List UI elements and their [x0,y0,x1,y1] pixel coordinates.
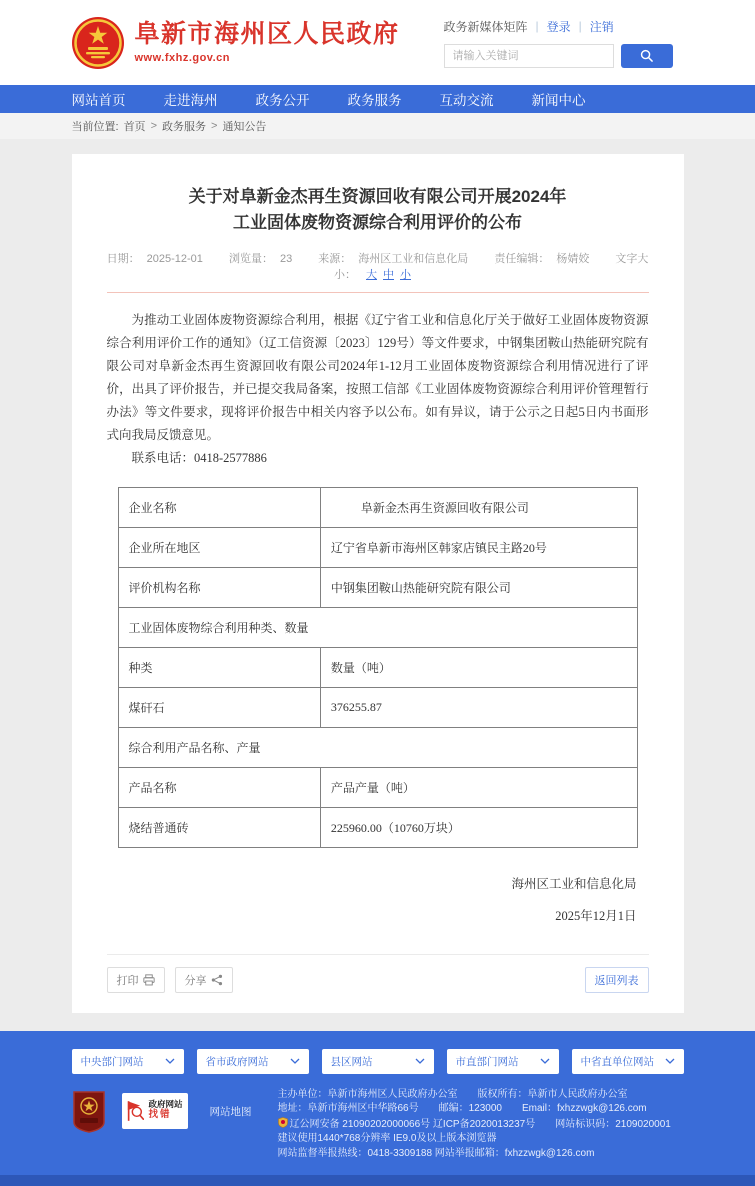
back-to-list-label: 返回列表 [594,974,639,987]
breadcrumb-separator: > [211,120,218,132]
nav-item-about-haizhou[interactable]: 走进海州 [163,93,218,108]
table-cell-value: 辽宁省阜新市海州区韩家店镇民主路20号 [320,527,637,567]
dropdown-label: 市直部门网站 [455,1055,519,1068]
table-cell-label: 企业所在地区 [118,527,320,567]
search-input[interactable] [444,44,614,68]
font-size-small[interactable]: 小 [400,268,411,281]
dropdown-label: 中央部门网站 [80,1055,144,1068]
table-row [118,647,637,687]
table-cell-label: 企业名称 [118,487,320,527]
meta-divider [107,292,649,293]
site-footer [0,1031,755,1186]
table-row [118,687,637,727]
table-cell-label: 煤矸石 [118,687,320,727]
date-label: 日期： [106,252,140,265]
table-cell-label: 种类 [118,647,320,687]
views-label: 浏览量： [228,252,273,265]
breadcrumb-label: 当前位置: [71,121,119,133]
signature-block [107,874,649,924]
actions-bar [107,967,649,993]
table-cell-value: 376255.87 [320,687,637,727]
dropdown-label: 中省直单位网站 [580,1055,654,1068]
chevron-down-icon [540,1058,550,1064]
login-link[interactable]: 登录 [546,19,571,34]
chevron-down-icon [415,1058,425,1064]
table-row [118,767,637,807]
print-button[interactable] [107,967,165,993]
nav-item-gov-disclosure[interactable]: 政务公开 [255,93,310,108]
breadcrumb-home[interactable]: 首页 [123,121,146,133]
table-section-row [118,607,637,647]
breadcrumb-gov-services[interactable]: 政务服务 [162,121,206,133]
error-logo-line2: 找错 [148,1108,172,1120]
breadcrumb-separator: > [150,120,157,132]
table-cell-label: 产品名称 [118,767,320,807]
breadcrumb [72,118,684,134]
dropdown-provincial-units[interactable] [572,1049,684,1074]
title-line-1: 关于对阜新金杰再生资源回收有限公司开展2024年 [188,187,567,206]
dropdown-city-departments[interactable] [447,1049,559,1074]
dropdown-label: 省市政府网站 [205,1055,269,1068]
editor-value: 杨婧姣 [556,252,590,265]
separator: | [578,19,582,33]
footer-bottom-strip [0,1175,755,1186]
error-logo-line1: 政府网站 [148,1099,183,1110]
contact-phone: 联系电话：0418-2577886 [131,451,267,466]
editor-label: 责任编辑： [494,252,550,265]
body-paragraph: 为推动工业固体废物资源综合利用，根据《辽宁省工业和信息化厅关于做好工业固体废物资源综合利用评价工作的通知》（辽工信资源〔2023〕129号）等文件要求，中钢集团鞍山热能研究院有限公司对阜新金杰再生资源回收有限公司2024年1-12月工业固体废物资源综合利用情况进行了评价，出具了评价报告，并已提交我局备案，按照工信部《工业固体废物资源综合利用评价管理暂行办法》等文件要求，现将评价报告中相关内容予以公布。如有异议，请于公示之日起5日内书面形式向我局反馈意见。 [106,312,649,443]
table-section-row [118,727,637,767]
table-cell-value: 225960.00（10760万块） [320,807,637,847]
separator: | [535,19,539,33]
article-card [72,154,684,1013]
search-button[interactable] [621,44,673,68]
search-icon [640,49,653,62]
main-area [0,139,755,1031]
dropdown-central-ministries[interactable] [72,1049,184,1074]
party-government-badge-icon[interactable] [72,1090,106,1134]
site-header [0,0,755,85]
table-cell-label: 烧结普通砖 [118,807,320,847]
nav-item-interaction[interactable]: 互动交流 [439,93,494,108]
table-row [118,567,637,607]
article-body [107,309,649,471]
share-nodes-icon [211,974,223,986]
printer-icon [143,974,155,986]
back-to-list-button[interactable] [585,967,649,993]
table-cell-value: 产品产量（吨） [320,767,637,807]
table-row [118,807,637,847]
table-row [118,527,637,567]
dropdown-provincial-gov[interactable] [197,1049,309,1074]
nav-item-news-center[interactable]: 新闻中心 [531,93,586,108]
table-section-label: 综合利用产品名称、产量 [118,727,637,767]
logout-link[interactable]: 注销 [589,19,614,34]
main-nav [0,85,755,113]
footer-line-hotline: 网站监督举报热线：0418-3309188 网站举报邮箱：fxhzzwgk@126.com [277,1147,595,1159]
table-cell-label: 评价机构名称 [118,567,320,607]
date-value: 2025-12-01 [146,252,203,265]
fontsize-label: 文字大小： [334,252,649,281]
views-value: 23 [279,252,293,265]
national-emblem-icon [72,17,124,69]
share-button-label: 分享 [184,974,207,987]
nav-item-home[interactable]: 网站首页 [71,93,126,108]
signature-org: 海州区工业和信息化局 [511,876,637,891]
footer-info [278,1088,671,1162]
friend-links-row [72,1049,684,1074]
breadcrumb-notices[interactable]: 通知公告 [222,121,267,133]
title-line-2: 工业固体废物资源综合利用评价的公布 [233,213,522,233]
dropdown-county-sites[interactable] [322,1049,434,1074]
table-section-label: 工业固体废物综合利用种类、数量 [118,607,637,647]
table-cell-value: 数量（吨） [320,647,637,687]
chevron-down-icon [290,1058,300,1064]
source-label: 来源： [318,252,352,265]
article-meta [107,250,649,282]
source-value: 海州区工业和信息化局 [358,252,469,265]
evaluation-table [118,487,638,848]
font-size-medium[interactable]: 中 [383,268,394,281]
footer-line-browser: 建议使用1440*768分辨率 IE9.0及以上版本浏览器 [277,1133,497,1145]
gov-site-error-finder-logo[interactable] [122,1093,188,1129]
footer-line-organizer: 主办单位：阜新市海州区人民政府办公室 版权所有：阜新市人民政府办公室 [277,1088,628,1100]
footer-line-icp: 辽公网安备 21090202000066号 辽ICP备2020013237号 网站标识码：2109020001 [289,1118,671,1130]
error-finder-magnifier-icon [127,1098,145,1124]
chevron-down-icon [665,1058,675,1064]
breadcrumb-bar [0,113,755,139]
media-matrix-link[interactable]: 政务新媒体矩阵 [443,19,528,34]
dropdown-label: 县区网站 [330,1055,373,1068]
font-size-large[interactable]: 大 [366,268,377,281]
signature-date: 2025年12月1日 [555,908,637,923]
table-row [118,487,637,527]
actions-divider [107,954,649,955]
chevron-down-icon [165,1058,175,1064]
site-logo[interactable] [72,17,400,69]
page-title [107,184,649,237]
public-security-badge-icon [278,1117,288,1128]
share-button[interactable] [175,967,233,993]
site-url: www.fxhz.gov.cn [134,51,231,64]
table-cell-value: 阜新金杰再生资源回收有限公司 [320,487,637,527]
nav-item-gov-services[interactable]: 政务服务 [347,93,402,108]
sitemap-link[interactable]: 网站地图 [209,1105,252,1118]
print-button-label: 打印 [116,974,139,987]
table-cell-value: 中钢集团鞍山热能研究院有限公司 [320,567,637,607]
footer-line-address: 地址：阜新市海州区中华路66号 邮编：123000 Email：fxhzzwgk@126.com [277,1103,647,1115]
site-title: 阜新市海州区人民政府 [134,20,400,49]
